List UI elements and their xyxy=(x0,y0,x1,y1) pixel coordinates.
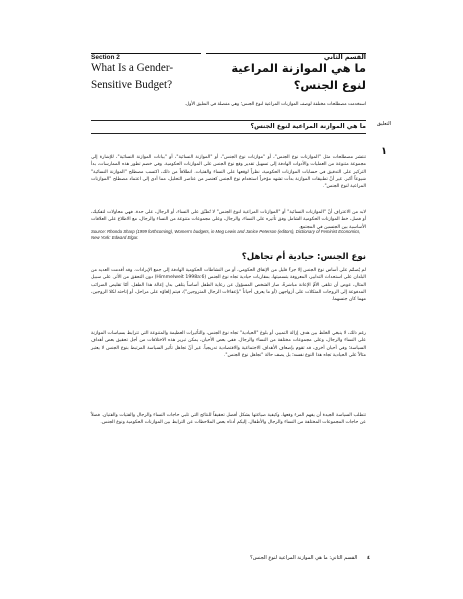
section-heading-rule xyxy=(91,120,366,121)
section-label-text: Section 2 xyxy=(91,54,120,61)
header-rule-right xyxy=(206,53,366,54)
paragraph-2: لابد من الاعتراف أنّ "الموازنات النسائية" أو "الموازنات المراعية لنوع الجنس" لا تُطبّق على النساء، أو الرجال، على حدة. فهي محاولات لتفكيك، أو فصل، خط الموازنات الحكومية الشامل وفق تأثيره على النساء، والرجال، وعلى مجموعات متنوعة من النساء والرجال، مع الاطلاع على العلاقات الأساسية بين الجنسين في المجتمع. xyxy=(91,210,366,230)
margin-comment-label: التعليق xyxy=(376,121,392,127)
page-title-arabic: ما هي الموازنة المراعية لنوع الجنس؟ xyxy=(231,61,366,92)
header-rule-left xyxy=(91,53,201,54)
intro-text: استخدمت مصطلحات مختلفة لوصف الموازنات المراعية لنوع الجنس؛ وهي مفصلة في التعليق الأول. xyxy=(184,102,366,107)
page-footer xyxy=(180,555,370,562)
part-label-text: القسم الثاني xyxy=(323,53,366,61)
paragraph-4: رغم ذلك، لا ينبغي الخلط بين هدف إزالة التمييز، أو بلوغ "الحيادية" تجاه نوع الجنس، والتأثيرات العظيمة والمتنوعة التي تترابط بسياسات الموازنة على النساء والرجال، وعلى مجموعات مختلفة من النساء والرجال. ففي بعض الأحيان، يمكن تبرير هذه الاختلافات من أجل تحقيق بعض أهداف السياسة؛ وفي أحيان أخرى، قد تقوم بإضعاف الأهداف الاجتماعية والاقتصادية تدريجياً. غير أنّ تجاهل تأثير السياسة المرتبط بنوع الجنس لا يعتبر مثالاً على الحيادية تجاه هذا النوع نفسه؛ بل يصف حالة "تجاهل نوع الجنس". xyxy=(91,331,366,358)
margin-comment-number: ١ xyxy=(380,146,388,157)
section-heading: ما هي الموازنة المراعية لنوع الجنس؟ xyxy=(91,122,366,134)
footer-running-title: القسم الثاني: ما هي الموازنة المراعية لنوع الجنس؟ xyxy=(250,555,358,561)
source-citation: Source: Rhonda Sharp (1999 forthcoming), Women's budgets, in Meg Lewis and Janice Peterson (editors), Dictionary of Feminist Economics, New York: Edward Elgar. xyxy=(91,229,361,240)
paragraph-3: لم يُصمَّم على أساس نوع الجنس إلا جزءٌ قليل من الإنفاق الحكومي، أو من النشاطات الحكومية الهادفة إلى جمع الإيرادات. وقد أقدمت العديد من البلدان على استحداث التدابير، المعروفة بتسميتها، بمقاربات حيادية تجاه نوع الجنس (Himmelweit 1998a:6) دون التحقق من الأثر. على سبيل المثال، عوض أن تتلقى الأمّ الإعانة مباشرةً، صار الشخص المسؤول عن رعاية الطفل أساساً يتلقى بدل إعالة هذا الطفل. أمّا تقليص الضرائب المدفوعة إلى الزوجات المتكلات على أزواجهن (أو ما يعرف أحياناً "بإعفاءات الرجال المتزوجين")، فيتم إلغاؤه على مراحل، أو إتاحته لكلا الزوجين، مهما كان جنسهما. xyxy=(91,268,366,303)
paragraph-5: تتطلب السياسة الجيدة أن يفهم المرء وقعها، وكيفية صياغتها بشكل أفضل تحقيقاً للنتائج التي تلبي حاجات النساء والرجال والفتيات والفتيان. فضلاً عن حاجات المجموعات المختلفة من النساء والرجال والأطفال. إليكم أدناه بعض الملاحظات عن الترابط بين الموازنات الحكومية ونوع الجنس. xyxy=(91,413,366,426)
sub-heading: نوع الجنس: حيادية أم تجاهل؟ xyxy=(241,252,366,262)
page-number: ٤ xyxy=(366,555,370,561)
page-title-english: What Is a Gender-Sensitive Budget? xyxy=(91,62,174,91)
paragraph-1: تنتشر مصطلحات مثل "الموازنات نوع الجنس"، أو "موازنات نوع الجنس"، أو "الموازنة النسائية"، أو "بيانات الموازنة النسائية"، للإشارة إلى مجموعة متنوعة من العمليات والأدوات الهادفة إلى تسهيل تقدير وقع نوع الجنس على الموازنات الحكومية. وفي خضم تطور هذه الممارسات، بدأ التركيز على التدقيق في حسابات الموازنات الحكومية، نظراً لوقعها على النساء والفتيات. انطلاقاً من ذلك، اكتسب مصطلح "الموازنة النسائية" شيوعاً أكبر. غير أنّ تطبيقات الموازنة بدأت تشهد مؤخراً استخدام نوع الجنس كعنصر من عناصر التحليل، مما أدى إلى اعتماد مصطلح "الموازنات المراعية لنوع الجنس". xyxy=(91,155,366,190)
